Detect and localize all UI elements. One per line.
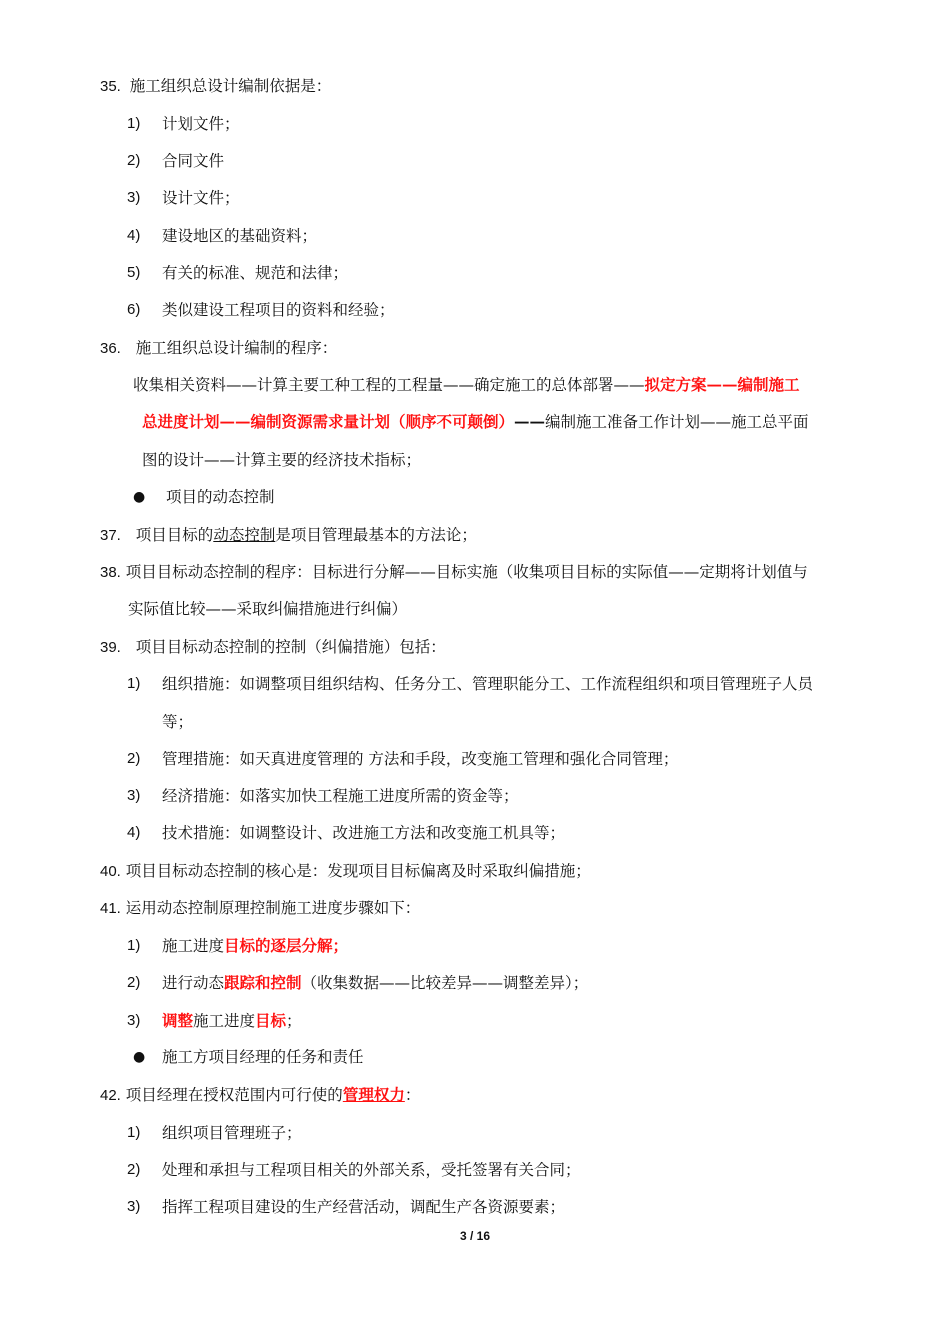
item-40 <box>100 860 591 883</box>
procedure-text: 收集相关资料——计算主要工种工程的工程量——确定施工的总体部署—— <box>133 376 645 394</box>
item-text: 项目目标的 <box>135 526 214 544</box>
item-number: 36. <box>100 340 121 357</box>
item-text: 运用动态控制原理控制施工进度步骤如下： <box>125 899 421 917</box>
item-39 <box>100 636 446 659</box>
emphasis-underlined-term: 管理权力 <box>342 1085 405 1104</box>
list-text: 计划文件； <box>162 115 240 133</box>
item-38 <box>100 561 808 584</box>
list-number: 1) <box>127 675 141 692</box>
item-text: ： <box>404 1086 421 1104</box>
list-number: 4) <box>127 824 141 841</box>
procedure-text: 编制施工准备工作计划——施工总平面 <box>545 413 809 431</box>
list-text: 组织项目管理班子； <box>162 1124 302 1142</box>
list-number: 6) <box>127 301 141 318</box>
item-text: 是项目管理最基本的方法论； <box>275 526 477 544</box>
item-text: 项目目标动态控制的核心是：发现项目目标偏离及时采取纠偏措施； <box>125 862 591 880</box>
list-text: 建设地区的基础资料； <box>162 227 318 245</box>
list-number: 2) <box>127 1161 141 1178</box>
underlined-term: 动态控制 <box>213 526 276 544</box>
list-number: 5) <box>127 264 141 281</box>
list-text-part: 施工进度 <box>193 1012 256 1030</box>
list-text-part: 施工进度 <box>162 937 225 955</box>
item-number: 40. <box>100 863 121 880</box>
item-42 <box>100 1084 420 1107</box>
list-text: 管理措施：如天真进度管理的 方法和手段，改变施工管理和强化合同管理； <box>162 750 679 768</box>
emphasis-text: 目标的逐层分解； <box>224 936 349 955</box>
item-37 <box>100 524 477 547</box>
list-number: 1) <box>127 937 141 954</box>
item-number: 35. <box>100 78 121 95</box>
list-number: 4) <box>127 227 141 244</box>
list-text: 有关的标准、规范和法律； <box>162 264 349 282</box>
list-text: 指挥工程项目建设的生产经营活动，调配生产各资源要素； <box>162 1198 566 1216</box>
list-number: 3) <box>127 787 141 804</box>
list-number: 3) <box>127 189 141 206</box>
list-text: 处理和承担与工程项目相关的外部关系，受托签署有关合同； <box>162 1161 581 1179</box>
dash-text: —— <box>514 412 546 431</box>
item-text: 项目目标动态控制的控制（纠偏措施）包括： <box>135 638 446 656</box>
emphasis-text: 调整 <box>162 1011 194 1030</box>
list-text-part: ； <box>286 1012 302 1030</box>
emphasis-text: 拟定方案——编制施工 <box>644 375 800 394</box>
list-number: 3) <box>127 1012 141 1029</box>
item-text: 实际值比较——采取纠偏措施进行纠偏） <box>128 600 408 618</box>
page-number: 3 / 16 <box>459 1229 491 1243</box>
item-number: 41. <box>100 900 121 917</box>
item-36 <box>100 337 337 360</box>
list-text: 合同文件 <box>162 152 225 170</box>
item-number: 37. <box>100 527 121 544</box>
list-text: 类似建设工程项目的资料和经验； <box>162 301 395 319</box>
list-number: 2) <box>127 974 141 991</box>
emphasis-text: 跟踪和控制 <box>224 973 302 992</box>
section-heading-text: 施工方项目经理的任务和责任 <box>162 1048 364 1066</box>
list-text <box>162 972 588 994</box>
item-41 <box>100 897 420 920</box>
procedure-line-1 <box>133 374 800 396</box>
list-text: 经济措施：如落实加快工程施工进度所需的资金等； <box>162 787 519 805</box>
list-number: 3) <box>127 1198 141 1215</box>
list-item-continued <box>162 711 193 733</box>
section-heading-text: 项目的动态控制 <box>166 488 275 506</box>
list-text: 技术措施：如调整设计、改进施工方法和改变施工机具等； <box>162 824 566 842</box>
emphasis-text: 总进度计划——编制资源需求量计划（顺序不可颠倒） <box>142 412 515 431</box>
item-number: 39. <box>100 639 121 656</box>
bullet-icon: ● <box>133 489 146 505</box>
item-35 <box>100 75 331 98</box>
procedure-text: 图的设计——计算主要的经济技术指标； <box>142 451 422 469</box>
list-text: 组织措施：如调整项目组织结构、任务分工、管理职能分工、工作流程组织和项目管理班子人员 <box>162 675 814 693</box>
item-number: 38. <box>100 564 121 581</box>
list-number: 1) <box>127 115 141 132</box>
procedure-line-3 <box>142 449 421 471</box>
bullet-icon: ● <box>133 1049 146 1065</box>
list-number: 1) <box>127 1124 141 1141</box>
list-text <box>162 1010 302 1032</box>
list-text-part: （收集数据——比较差异——调整差异）； <box>301 974 589 992</box>
list-number: 2) <box>127 750 141 767</box>
list-text <box>162 935 348 957</box>
item-text: 施工组织总设计编制依据是： <box>129 77 332 95</box>
procedure-line-2 <box>142 411 809 433</box>
item-38-continued <box>128 598 407 620</box>
item-number: 42. <box>100 1087 121 1104</box>
list-text: 设计文件； <box>162 189 240 207</box>
list-number: 2) <box>127 152 141 169</box>
list-text: 等； <box>162 713 194 731</box>
list-text-part: 进行动态 <box>162 974 225 992</box>
emphasis-text: 目标 <box>255 1011 287 1030</box>
item-text: 项目经理在授权范围内可行使的 <box>125 1086 343 1104</box>
item-text: 施工组织总设计编制的程序： <box>135 339 338 357</box>
item-text: 项目目标动态控制的程序：目标进行分解——目标实施（收集项目目标的实际值——定期将计划值与 <box>125 563 808 581</box>
